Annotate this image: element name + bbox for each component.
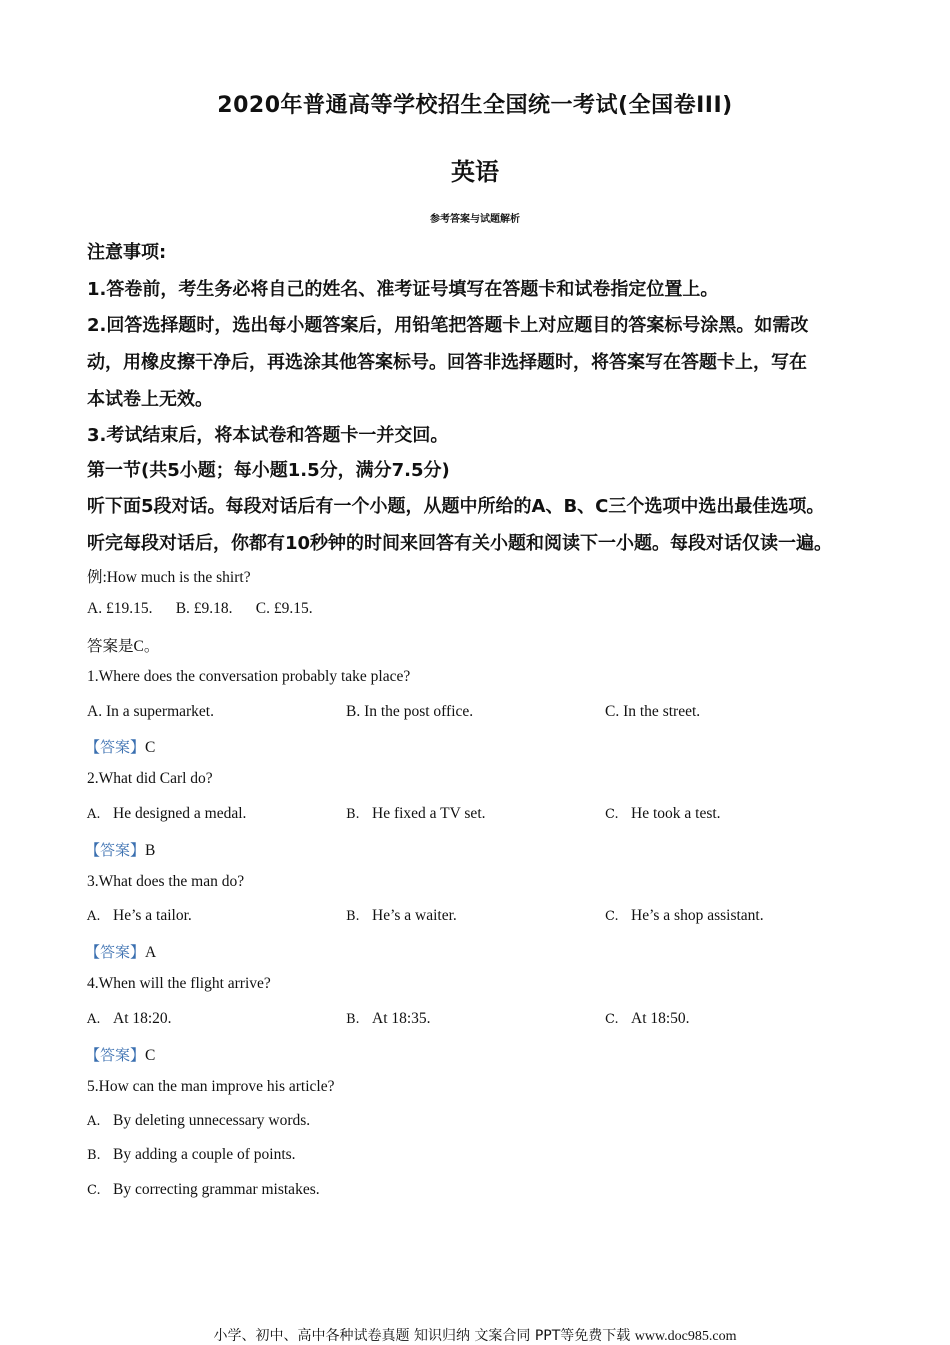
option-letter: C. xyxy=(605,909,619,924)
notice-item-1: 1.答卷前，考生务必将自己的姓名、准考证号填写在答题卡和试卷指定位置上。 xyxy=(87,279,719,300)
answer-value: C xyxy=(145,1047,156,1064)
option-text: He’s a waiter. xyxy=(372,907,457,924)
q2-option-a xyxy=(87,805,246,823)
instruction-line-1: 听下面5段对话。每段对话后有一个小题，从题中所给的A、B、C三个选项中选出最佳选项。 xyxy=(87,496,825,517)
q5-option-c xyxy=(87,1181,320,1199)
option-letter: A. xyxy=(87,1012,101,1027)
option-letter: A. xyxy=(87,703,103,720)
example-answer: 答案是C。 xyxy=(87,638,160,655)
option-text: By adding a couple of points. xyxy=(113,1146,296,1163)
q3-answer xyxy=(85,941,156,962)
option-letter: B. xyxy=(87,1148,101,1163)
option-letter: C. xyxy=(605,807,619,822)
example-question: 例:How much is the shirt? xyxy=(87,569,251,586)
answer-value: C xyxy=(145,739,156,756)
page-footer xyxy=(0,1325,950,1345)
option-text: He fixed a TV set. xyxy=(372,805,486,822)
option-text: He’s a shop assistant. xyxy=(631,907,764,924)
question-1: 1.Where does the conversation probably take place? xyxy=(87,668,411,685)
option-text: At 18:20. xyxy=(113,1010,172,1027)
notice-item-2-line-2: 动，用橡皮擦干净后，再选涂其他答案标号。回答非选择题时，将答案写在答题卡上，写在 xyxy=(87,352,807,373)
q4-option-c xyxy=(605,1010,690,1028)
q3-option-a xyxy=(87,907,192,925)
footer-link[interactable]: www.doc985.com xyxy=(634,1329,737,1344)
option-letter: A. xyxy=(87,909,101,924)
answer-tag: 【答案】 xyxy=(85,943,146,961)
option-text: By correcting grammar mistakes. xyxy=(113,1181,320,1198)
example-options: A. £19.15. B. £9.18. C. £9.15. xyxy=(87,600,313,617)
option-letter: C. xyxy=(605,1012,619,1027)
subject-title: 英语 xyxy=(451,158,499,186)
q1-option-b xyxy=(346,703,473,721)
notice-item-2-line-3: 本试卷上无效。 xyxy=(87,389,213,410)
answer-tag: 【答案】 xyxy=(85,738,146,756)
answer-value: B xyxy=(145,842,156,859)
answer-value: A xyxy=(145,944,157,961)
question-3: 3.What does the man do? xyxy=(87,873,245,890)
question-4: 4.When will the flight arrive? xyxy=(87,975,271,992)
option-letter: B. xyxy=(346,909,360,924)
q4-option-a xyxy=(87,1010,172,1028)
q2-answer xyxy=(85,839,155,860)
q1-answer xyxy=(85,736,155,757)
q4-option-b xyxy=(346,1010,431,1028)
option-text: In a supermarket. xyxy=(105,703,214,720)
option-text: In the street. xyxy=(623,703,701,720)
q1-option-a xyxy=(87,703,214,721)
question-2: 2.What did Carl do? xyxy=(87,770,213,787)
q4-answer xyxy=(85,1044,155,1065)
option-letter: A. xyxy=(87,1114,101,1129)
q5-option-a xyxy=(87,1112,310,1130)
footer-text: 小学、初中、高中各种试卷真题 知识归纳 文案合同 PPT等免费下载 xyxy=(213,1328,631,1344)
option-letter: B. xyxy=(346,703,361,720)
notice-item-2-line-1: 2.回答选择题时，选出每小题答案后，用铅笔把答题卡上对应题目的答案标号涂黑。如需改 xyxy=(87,315,809,336)
q1-option-c xyxy=(605,703,700,721)
option-text: He designed a medal. xyxy=(113,805,247,822)
q5-option-b xyxy=(87,1146,296,1164)
notice-heading: 注意事项: xyxy=(87,242,167,263)
option-letter: B. xyxy=(346,1012,360,1027)
option-letter: A. xyxy=(87,807,101,822)
option-text: He’s a tailor. xyxy=(113,907,192,924)
q3-option-c xyxy=(605,907,764,925)
answer-tag: 【答案】 xyxy=(85,1046,146,1064)
analysis-subtitle: 参考答案与试题解析 xyxy=(430,214,520,225)
exam-title: 2020年普通高等学校招生全国统一考试(全国卷III) xyxy=(217,93,733,118)
section-heading: 第一节(共5小题；每小题1.5分，满分7.5分) xyxy=(87,460,450,481)
instruction-line-2: 听完每段对话后，你都有10秒钟的时间来回答有关小题和阅读下一小题。每段对话仅读一遍。 xyxy=(87,533,833,554)
option-text: At 18:35. xyxy=(372,1010,431,1027)
option-letter: C. xyxy=(605,703,620,720)
option-text: He took a test. xyxy=(631,805,721,822)
option-letter: B. xyxy=(346,807,360,822)
q2-option-b xyxy=(346,805,486,823)
option-text: By deleting unnecessary words. xyxy=(113,1112,311,1129)
q3-option-b xyxy=(346,907,457,925)
option-text: In the post office. xyxy=(364,703,474,720)
notice-item-3: 3.考试结束后，将本试卷和答题卡一并交回。 xyxy=(87,425,449,446)
answer-tag: 【答案】 xyxy=(85,841,146,859)
q2-option-c xyxy=(605,805,721,823)
option-text: At 18:50. xyxy=(631,1010,690,1027)
question-5: 5.How can the man improve his article? xyxy=(87,1078,335,1095)
option-letter: C. xyxy=(87,1183,101,1198)
